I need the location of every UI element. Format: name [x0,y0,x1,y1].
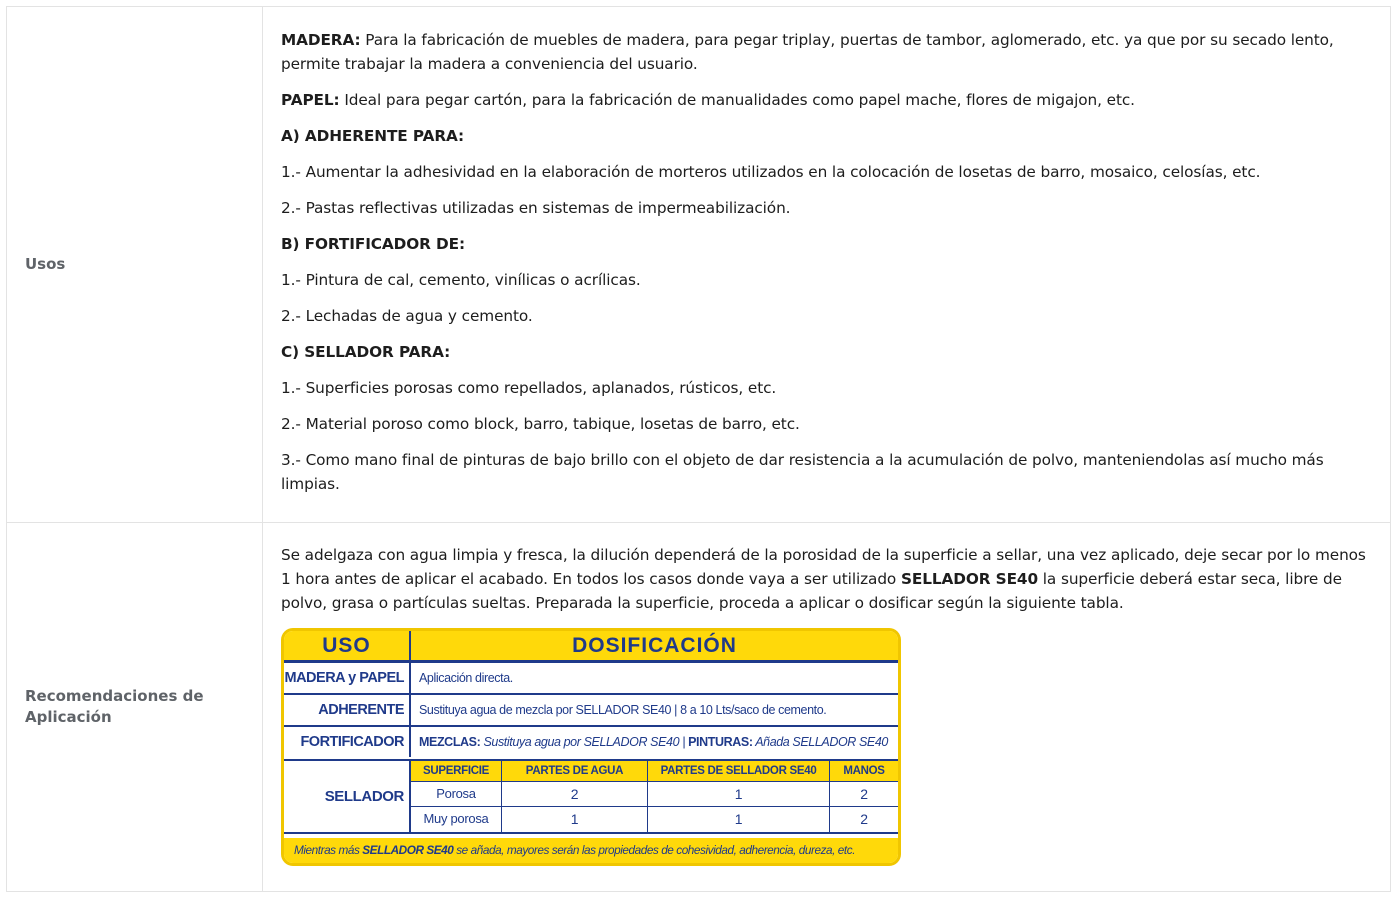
fort-pinturas: PINTURAS: [688,735,753,749]
papel-text: Ideal para pegar cartón, para la fabricación de manualidades como papel mache, flores de migajon, etc. [339,90,1135,109]
fortificador-title-text: B) FORTIFICADOR DE: [281,234,466,253]
dosificacion-footnote [284,838,898,863]
foot-a: Mientras más [294,843,363,857]
adherente-value: Sustituya agua de mezcla por SELLADOR SE40 | 8 a 10 Lts/saco de cemento. [419,703,827,717]
sellador-cell: Muy porosa [411,807,502,832]
adherente-title [281,124,1368,148]
dosificacion-header [284,631,898,663]
dose-row-madera [284,663,898,695]
foot-c: se añada, mayores serán las propiedades de cohesividad, adherencia, dureza, etc. [453,843,856,857]
sellador-cell: 2 [860,811,868,827]
sellador-header: MANOS [830,761,898,782]
sellador-item: 1.- Superficies porosas como repellados, aplanados, rústicos, etc. [281,378,777,397]
sellador-item: 2.- Material poroso como block, barro, tabique, losetas de barro, etc. [281,414,800,433]
sellador-title [281,340,1368,364]
sellador-cell: 1 [502,807,648,832]
sellador-cell: 1 [648,782,830,807]
dose-row-fortificador [284,727,898,757]
adherente-item: 1.- Aumentar la adhesividad en la elaboración de morteros utilizados en la colocación de losetas de barro, mosaico, celosías, etc. [281,162,1261,181]
papel-title: PAPEL: [281,90,340,109]
sellador-block [284,759,898,834]
sellador-label: SELLADOR [284,761,411,832]
sellador-cell: 1 [648,807,830,832]
fort-mid: Sustituya agua por SELLADOR SE40 | [480,735,689,749]
adherente-label: ADHERENTE [284,695,411,725]
madera-papel-label: MADERA y PAPEL [284,663,411,693]
dose-row-adherente [284,695,898,727]
usos-label: Usos [7,7,263,523]
fort-end: Añada SELLADOR SE40 [752,735,888,749]
row-usos [7,7,1391,523]
papel-paragraph [281,88,1368,112]
sellador-header: PARTES DE AGUA [502,761,648,782]
header-uso: USO [284,631,411,660]
adherente-title-text: A) ADHERENTE PARA: [281,126,465,145]
rec-text-before: Se adelgaza con agua limpia y fresca, la dilución dependerá de la porosidad de la superficie a sellar, una vez aplicado, deje secar por lo menos 1 hora antes de aplicar el acabado. En todos los casos donde vaya a ser utilizado [281,546,1366,588]
madera-paragraph [281,28,1368,76]
rec-text-bold: SELLADOR SE40 [900,570,1039,588]
madera-text: Para la fabricación de muebles de madera, para pegar triplay, puertas de tambor, aglomerado, etc. ya que por su secado lento, permite trabajar la madera a conveniencia del usuario. [281,30,1334,73]
dosificacion-graphic [281,628,901,866]
rec-text-after: la superficie deberá estar seca, libre de polvo, grasa o partículas sueltas. Preparada la superficie, proceda a aplicar o dosificar según la siguiente tabla. [281,570,1342,612]
sellador-header: PARTES DE SELLADOR SE40 [648,761,830,782]
foot-b: SELLADOR SE40 [362,843,454,857]
usos-content [263,7,1391,523]
sellador-title-text: C) SELLADOR PARA: [281,342,451,361]
sellador-item: 3.- Como mano final de pinturas de bajo brillo con el objeto de dar resistencia a la acumulación de polvo, manteniendolas así mucho más limpias. [281,450,1324,493]
recomendaciones-text [281,543,1368,615]
recomendaciones-content [263,523,1391,892]
fortificador-label: FORTIFICADOR [284,727,411,757]
sellador-header: SUPERFICIE [411,761,502,782]
fortificador-item: 1.- Pintura de cal, cemento, vinílicas o acrílicas. [281,270,641,289]
fort-mezclas: MEZCLAS: [419,735,481,749]
madera-papel-value: Aplicación directa. [419,671,513,685]
row-recomendaciones [7,523,1391,892]
sellador-cell: Porosa [411,782,502,807]
fortificador-value [411,727,898,757]
fortificador-title [281,232,1368,256]
header-dosificacion: DOSIFICACIÓN [572,634,737,657]
madera-title: MADERA: [281,30,361,49]
adherente-item: 2.- Pastas reflectivas utilizadas en sistemas de impermeabilización. [281,198,791,217]
fortificador-item: 2.- Lechadas de agua y cemento. [281,306,533,325]
sellador-cell: 2 [830,782,898,807]
sellador-cell: 2 [502,782,648,807]
spec-table [6,6,1391,892]
recomendaciones-label: Recomendaciones de Aplicación [7,523,263,892]
sellador-grid [411,761,898,832]
